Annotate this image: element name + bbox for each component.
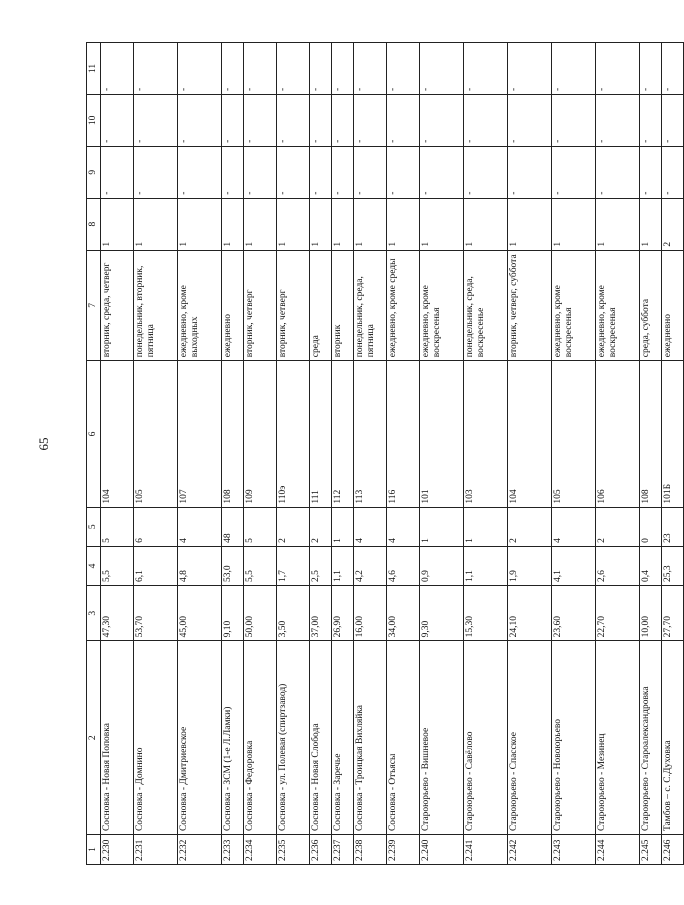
table-cell: 2 (277, 507, 310, 546)
table-cell: - (354, 94, 387, 146)
table-cell: 1,1 (464, 546, 508, 585)
table-cell: - (420, 146, 464, 198)
table-cell: - (596, 146, 640, 198)
table-cell: 108 (640, 361, 662, 507)
table-cell: Тамбов – с. С.Духовка (662, 641, 684, 835)
table-cell: 1 (464, 507, 508, 546)
table-cell: - (387, 146, 420, 198)
table-cell: 1 (222, 198, 244, 250)
table-row (662, 43, 684, 865)
table-cell: 4 (178, 507, 222, 546)
table-cell: 112 (332, 361, 354, 507)
table-cell: 113 (354, 361, 387, 507)
table-cell: 2.233 (222, 835, 244, 865)
table-cell: 2.236 (310, 835, 332, 865)
table-cell: 1 (508, 198, 552, 250)
table-cell: - (552, 94, 596, 146)
table-cell: 2.235 (277, 835, 310, 865)
table-cell: - (662, 43, 684, 95)
table-cell: Староюрьево - Спасское (508, 641, 552, 835)
table-cell: Сосновка - Дмитриевское (178, 641, 222, 835)
column-header: 8 (87, 198, 101, 250)
table-cell: Староюрьево - Савёлово (464, 641, 508, 835)
table-cell: 1 (310, 198, 332, 250)
table-cell: 1 (640, 198, 662, 250)
table-cell: 34,00 (387, 586, 420, 641)
table-cell: 4,2 (354, 546, 387, 585)
table-cell: Староюрьево - Староалександровка (640, 641, 662, 835)
table-cell: - (420, 94, 464, 146)
table-cell: Сосновка - ул. Полевая (спиртзавод) (277, 641, 310, 835)
table-row (596, 43, 640, 865)
table-cell: - (277, 146, 310, 198)
table-cell: - (596, 94, 640, 146)
table-cell: 2.242 (508, 835, 552, 865)
table-cell: 37,00 (310, 586, 332, 641)
table-cell: 2,5 (310, 546, 332, 585)
column-header: 5 (87, 507, 101, 546)
table-cell: 104 (101, 361, 134, 507)
table-cell: 2.232 (178, 835, 222, 865)
table-body (101, 43, 684, 865)
table-cell: - (662, 94, 684, 146)
table-cell: 48 (222, 507, 244, 546)
table-cell: - (508, 43, 552, 95)
table-cell: - (464, 146, 508, 198)
table-cell: 116 (387, 361, 420, 507)
table-cell: 4,1 (552, 546, 596, 585)
table-cell: 2.241 (464, 835, 508, 865)
route-table-container (86, 42, 673, 865)
table-cell: вторник, четверг (244, 250, 277, 361)
rotated-page-area (86, 42, 673, 865)
table-row (640, 43, 662, 865)
table-row (354, 43, 387, 865)
table-cell: вторник, четверг, суббота (508, 250, 552, 361)
table-row (387, 43, 420, 865)
column-header: 6 (87, 361, 101, 507)
table-cell: - (387, 43, 420, 95)
table-cell: ежедневно, кроме выходных (178, 250, 222, 361)
table-cell: 105 (552, 361, 596, 507)
table-cell: 15,30 (464, 586, 508, 641)
table-cell: - (222, 94, 244, 146)
table-cell: 2 (310, 507, 332, 546)
table-cell: - (277, 94, 310, 146)
page-number: 65 (36, 437, 51, 451)
table-cell: 4 (552, 507, 596, 546)
table-cell: Староюрьево - Новоюрьево (552, 641, 596, 835)
table-cell: 2.237 (332, 835, 354, 865)
table-cell: среда, суббота (640, 250, 662, 361)
table-cell: - (552, 43, 596, 95)
table-cell: 1 (464, 198, 508, 250)
table-cell: 1 (596, 198, 640, 250)
table-cell: 1 (332, 198, 354, 250)
table-cell: 1 (101, 198, 134, 250)
table-cell: 2 (662, 198, 684, 250)
table-cell: 4,8 (178, 546, 222, 585)
table-cell: - (222, 43, 244, 95)
table-cell: - (244, 146, 277, 198)
table-row (552, 43, 596, 865)
table-cell: - (332, 146, 354, 198)
table-cell: - (552, 146, 596, 198)
table-cell: - (387, 94, 420, 146)
table-cell: - (178, 146, 222, 198)
table-cell: 2.245 (640, 835, 662, 865)
table-cell: 0 (640, 507, 662, 546)
table-row (420, 43, 464, 865)
table-cell: 101 (420, 361, 464, 507)
table-cell: 2.231 (134, 835, 178, 865)
table-cell: 5 (244, 507, 277, 546)
table-cell: ежедневно (222, 250, 244, 361)
table-cell: 106 (596, 361, 640, 507)
table-cell: 2.230 (101, 835, 134, 865)
table-cell: 4,6 (387, 546, 420, 585)
table-cell: 2.243 (552, 835, 596, 865)
table-cell: 1 (244, 198, 277, 250)
column-header: 2 (87, 641, 101, 835)
table-cell: 111 (310, 361, 332, 507)
table-cell: 23,60 (552, 586, 596, 641)
table-cell: 101Б (662, 361, 684, 507)
table-cell: 4 (354, 507, 387, 546)
table-cell: - (134, 146, 178, 198)
table-row (101, 43, 134, 865)
table-cell: 1 (420, 198, 464, 250)
table-cell: Сосновка - Новая Слобода (310, 641, 332, 835)
table-cell: 24,10 (508, 586, 552, 641)
table-cell: ежедневно, кроме воскресенья (552, 250, 596, 361)
column-header: 1 (87, 835, 101, 865)
table-cell: 6 (134, 507, 178, 546)
table-cell: 1,9 (508, 546, 552, 585)
table-cell: 2 (508, 507, 552, 546)
table-cell: - (222, 146, 244, 198)
table-row (310, 43, 332, 865)
table-cell: 110э (277, 361, 310, 507)
table-cell: 2.244 (596, 835, 640, 865)
table-cell: 1,1 (332, 546, 354, 585)
table-cell: Староюрьево - Мезинец (596, 641, 640, 835)
table-cell: 9,30 (420, 586, 464, 641)
table-cell: - (332, 43, 354, 95)
table-cell: - (332, 94, 354, 146)
table-cell: - (310, 43, 332, 95)
table-cell: - (101, 146, 134, 198)
table-cell: - (354, 43, 387, 95)
table-cell: - (134, 94, 178, 146)
table-cell: 104 (508, 361, 552, 507)
table-cell: 6,1 (134, 546, 178, 585)
table-cell: - (640, 94, 662, 146)
table-row (134, 43, 178, 865)
table-cell: - (101, 94, 134, 146)
column-header: 9 (87, 146, 101, 198)
table-row (222, 43, 244, 865)
table-cell: Староюрьево - Вишневое (420, 641, 464, 835)
table-cell: Сосновка - ЗСМ (1-е Л.Ламки) (222, 641, 244, 835)
table-cell: 1,7 (277, 546, 310, 585)
table-cell: ежедневно, кроме воскресенья (420, 250, 464, 361)
table-cell: 53,0 (222, 546, 244, 585)
table-cell: 2.239 (387, 835, 420, 865)
table-cell: - (464, 43, 508, 95)
table-cell: понедельник, среда, воскресенье (464, 250, 508, 361)
table-cell: 47,30 (101, 586, 134, 641)
column-header: 11 (87, 43, 101, 95)
table-cell: 107 (178, 361, 222, 507)
table-cell: 109 (244, 361, 277, 507)
table-cell: Сосновка - Заречье (332, 641, 354, 835)
table-cell: 108 (222, 361, 244, 507)
route-table (86, 42, 684, 865)
table-cell: 53,70 (134, 586, 178, 641)
table-cell: - (178, 43, 222, 95)
table-cell: 26,90 (332, 586, 354, 641)
table-cell: вторник (332, 250, 354, 361)
column-header: 7 (87, 250, 101, 361)
table-cell: Сосновка - Домнино (134, 641, 178, 835)
table-cell: вторник, четверг (277, 250, 310, 361)
table-cell: - (310, 146, 332, 198)
table-cell: 103 (464, 361, 508, 507)
table-cell: - (178, 94, 222, 146)
table-cell: 2.234 (244, 835, 277, 865)
table-cell: 4 (387, 507, 420, 546)
table-cell: Сосновка - Отъясы (387, 641, 420, 835)
table-row (244, 43, 277, 865)
table-header-row (87, 43, 101, 865)
table-cell: - (420, 43, 464, 95)
table-cell: 1 (354, 198, 387, 250)
table-cell: среда (310, 250, 332, 361)
table-cell: 16,00 (354, 586, 387, 641)
table-cell: - (244, 94, 277, 146)
table-cell: - (277, 43, 310, 95)
table-cell: 0,9 (420, 546, 464, 585)
table-cell: - (508, 94, 552, 146)
table-row (277, 43, 310, 865)
table-row (508, 43, 552, 865)
table-cell: 0,4 (640, 546, 662, 585)
table-row (178, 43, 222, 865)
table-cell: 2.240 (420, 835, 464, 865)
table-cell: - (508, 146, 552, 198)
table-cell: 1 (277, 198, 310, 250)
column-header: 10 (87, 94, 101, 146)
table-cell: 9,10 (222, 586, 244, 641)
table-cell: - (244, 43, 277, 95)
column-header: 4 (87, 546, 101, 585)
table-cell: - (640, 146, 662, 198)
table-cell: - (464, 94, 508, 146)
table-cell: вторник, среда, четверг (101, 250, 134, 361)
table-cell: 105 (134, 361, 178, 507)
table-cell: ежедневно (662, 250, 684, 361)
table-cell: 2.238 (354, 835, 387, 865)
table-cell: 5,5 (101, 546, 134, 585)
table-cell: 50,00 (244, 586, 277, 641)
table-cell: 2.246 (662, 835, 684, 865)
table-cell: Сосновка - Троицкая Вихляйка (354, 641, 387, 835)
table-cell: 10,00 (640, 586, 662, 641)
table-cell: 5,5 (244, 546, 277, 585)
table-cell: - (662, 146, 684, 198)
table-row (464, 43, 508, 865)
table-cell: - (354, 146, 387, 198)
table-cell: 2 (596, 507, 640, 546)
table-cell: 1 (134, 198, 178, 250)
table-cell: - (134, 43, 178, 95)
table-cell: 45,00 (178, 586, 222, 641)
table-cell: 1 (332, 507, 354, 546)
table-cell: 1 (387, 198, 420, 250)
table-cell: 23 (662, 507, 684, 546)
column-header: 3 (87, 586, 101, 641)
table-cell: - (640, 43, 662, 95)
table-cell: - (596, 43, 640, 95)
table-cell: 3,50 (277, 586, 310, 641)
table-cell: понедельник, среда, пятница (354, 250, 387, 361)
table-cell: 27,70 (662, 586, 684, 641)
table-cell: - (310, 94, 332, 146)
table-cell: 22,70 (596, 586, 640, 641)
table-cell: Сосновка - Новая Поповка (101, 641, 134, 835)
table-cell: понедельник, вторник, пятница (134, 250, 178, 361)
table-cell: 25,3 (662, 546, 684, 585)
table-cell: Сосновка - Федоровка (244, 641, 277, 835)
table-cell: ежедневно, кроме среды (387, 250, 420, 361)
table-cell: 1 (178, 198, 222, 250)
table-cell: 1 (420, 507, 464, 546)
table-cell: 2,6 (596, 546, 640, 585)
table-cell: ежедневно, кроме воскресенья (596, 250, 640, 361)
table-cell: 1 (552, 198, 596, 250)
table-cell: 5 (101, 507, 134, 546)
table-row (332, 43, 354, 865)
table-cell: - (101, 43, 134, 95)
